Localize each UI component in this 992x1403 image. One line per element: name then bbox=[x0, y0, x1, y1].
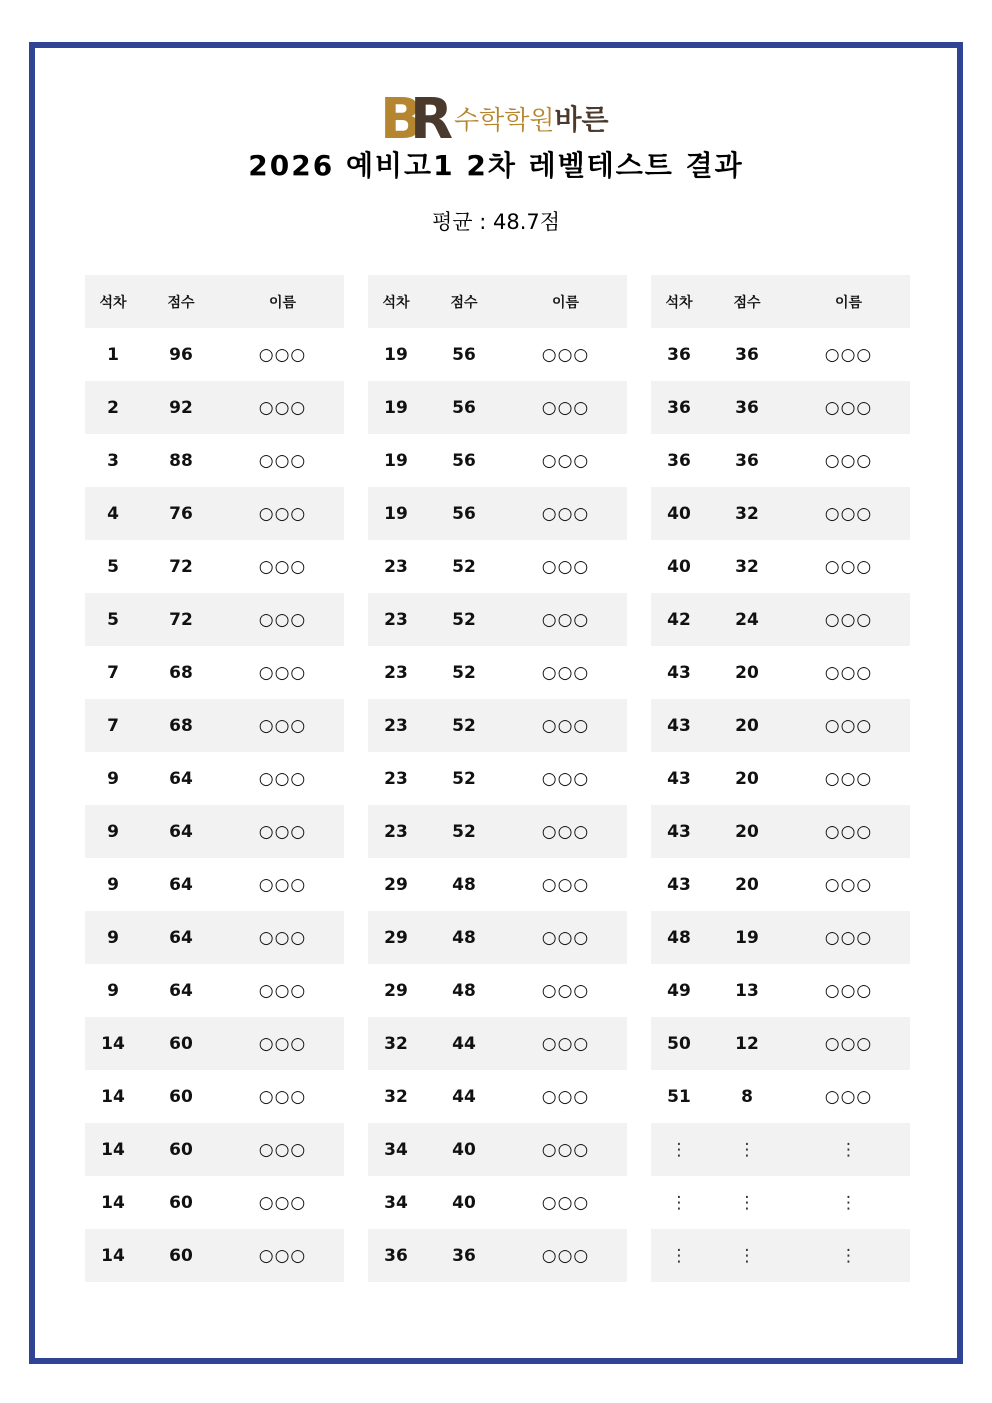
name-cell: ○○○ bbox=[541, 609, 590, 630]
score-cell: 20 bbox=[735, 874, 759, 895]
rank-cell: 9 bbox=[107, 980, 119, 1001]
table-row bbox=[651, 1229, 910, 1282]
name-cell: ○○○ bbox=[824, 927, 873, 948]
name-cell: ○○○ bbox=[824, 344, 873, 365]
rank-cell: 19 bbox=[384, 503, 408, 524]
score-cell: 52 bbox=[452, 556, 476, 577]
score-cell: 36 bbox=[735, 450, 759, 471]
name-cell: ○○○ bbox=[258, 874, 307, 895]
results-column-1 bbox=[85, 275, 344, 1282]
rank-cell: 29 bbox=[384, 874, 408, 895]
score-cell: 92 bbox=[169, 397, 193, 418]
name-cell: ○○○ bbox=[824, 503, 873, 524]
name-cell: ○○○ bbox=[824, 980, 873, 1001]
logo-mark-r: R bbox=[410, 87, 454, 152]
rank-cell: 36 bbox=[667, 344, 691, 365]
score-cell: 52 bbox=[452, 609, 476, 630]
table-row bbox=[651, 1017, 910, 1070]
table-row bbox=[85, 911, 344, 964]
score-cell: 64 bbox=[169, 927, 193, 948]
table-row bbox=[368, 911, 627, 964]
name-cell: ○○○ bbox=[541, 715, 590, 736]
rank-cell: 40 bbox=[667, 556, 691, 577]
name-cell: ○○○ bbox=[824, 450, 873, 471]
rank-cell: 19 bbox=[384, 450, 408, 471]
score-cell: 52 bbox=[452, 715, 476, 736]
rank-cell: 43 bbox=[667, 662, 691, 683]
table-row bbox=[651, 964, 910, 1017]
name-cell: ○○○ bbox=[541, 980, 590, 1001]
name-cell: ○○○ bbox=[258, 715, 307, 736]
rank-cell: 50 bbox=[667, 1033, 691, 1054]
table-row bbox=[85, 1017, 344, 1070]
name-cell: ○○○ bbox=[541, 344, 590, 365]
name-cell: ○○○ bbox=[258, 1139, 307, 1160]
score-cell: ⋮ bbox=[738, 1192, 756, 1213]
table-row bbox=[651, 858, 910, 911]
score-cell: 48 bbox=[452, 980, 476, 1001]
score-cell: 64 bbox=[169, 768, 193, 789]
name-cell: ○○○ bbox=[541, 1139, 590, 1160]
table-row bbox=[651, 911, 910, 964]
header-name: 이름 bbox=[268, 294, 297, 311]
table-row bbox=[368, 1070, 627, 1123]
rank-cell: 34 bbox=[384, 1192, 408, 1213]
rank-cell: 34 bbox=[384, 1139, 408, 1160]
academy-logo bbox=[380, 87, 609, 152]
table-row bbox=[85, 805, 344, 858]
header-rank: 석차 bbox=[382, 294, 410, 311]
score-cell: 72 bbox=[169, 556, 193, 577]
name-cell: ○○○ bbox=[541, 768, 590, 789]
rank-cell: 23 bbox=[384, 556, 408, 577]
rank-cell: 51 bbox=[667, 1086, 691, 1107]
name-cell: ○○○ bbox=[824, 821, 873, 842]
score-cell: 44 bbox=[452, 1033, 476, 1054]
name-cell: ○○○ bbox=[541, 1086, 590, 1107]
score-cell: 68 bbox=[169, 662, 193, 683]
name-cell: ○○○ bbox=[541, 662, 590, 683]
table-header-row bbox=[368, 275, 627, 328]
table-row bbox=[368, 1229, 627, 1282]
table-row bbox=[85, 540, 344, 593]
score-cell: 56 bbox=[452, 397, 476, 418]
score-cell: 20 bbox=[735, 715, 759, 736]
score-cell: 64 bbox=[169, 874, 193, 895]
score-cell: 64 bbox=[169, 980, 193, 1001]
table-row bbox=[85, 752, 344, 805]
rank-cell: 2 bbox=[107, 397, 119, 418]
table-row bbox=[85, 646, 344, 699]
score-cell: 56 bbox=[452, 344, 476, 365]
name-cell: ⋮ bbox=[840, 1192, 857, 1213]
name-cell: ○○○ bbox=[258, 1033, 307, 1054]
table-row bbox=[651, 1176, 910, 1229]
table-row bbox=[85, 1070, 344, 1123]
name-cell: ○○○ bbox=[258, 450, 307, 471]
name-cell: ○○○ bbox=[258, 821, 307, 842]
name-cell: ○○○ bbox=[258, 662, 307, 683]
table-row bbox=[368, 487, 627, 540]
table-row bbox=[368, 646, 627, 699]
score-cell: 60 bbox=[169, 1086, 193, 1107]
name-cell: ⋮ bbox=[840, 1139, 857, 1160]
rank-cell: 9 bbox=[107, 927, 119, 948]
score-cell: 60 bbox=[169, 1245, 193, 1266]
rank-cell: 14 bbox=[101, 1033, 125, 1054]
table-row bbox=[85, 964, 344, 1017]
score-cell: 36 bbox=[735, 344, 759, 365]
name-cell: ○○○ bbox=[258, 556, 307, 577]
score-cell: ⋮ bbox=[738, 1245, 756, 1266]
score-cell: 40 bbox=[452, 1139, 476, 1160]
rank-cell: 9 bbox=[107, 768, 119, 789]
header-rank: 석차 bbox=[99, 294, 127, 311]
table-row bbox=[651, 752, 910, 805]
table-row bbox=[368, 1176, 627, 1229]
br-logo-mark bbox=[380, 87, 454, 152]
score-cell: 32 bbox=[735, 556, 759, 577]
score-cell: 60 bbox=[169, 1033, 193, 1054]
name-cell: ○○○ bbox=[258, 397, 307, 418]
table-row bbox=[651, 487, 910, 540]
score-cell: 72 bbox=[169, 609, 193, 630]
header-name: 이름 bbox=[551, 294, 580, 311]
name-cell: ○○○ bbox=[258, 1245, 307, 1266]
page-title: 2026 예비고1 2차 레벨테스트 결과 bbox=[248, 149, 744, 182]
rank-cell: 29 bbox=[384, 980, 408, 1001]
score-cell: 52 bbox=[452, 662, 476, 683]
rank-cell: 7 bbox=[107, 715, 119, 736]
table-row bbox=[85, 1229, 344, 1282]
score-cell: 20 bbox=[735, 662, 759, 683]
rank-cell: 9 bbox=[107, 821, 119, 842]
results-column-2 bbox=[368, 275, 627, 1282]
table-row bbox=[85, 699, 344, 752]
rank-cell: 42 bbox=[667, 609, 691, 630]
table-row bbox=[85, 328, 344, 381]
rank-cell: 3 bbox=[107, 450, 119, 471]
name-cell: ○○○ bbox=[541, 1245, 590, 1266]
rank-cell: 23 bbox=[384, 662, 408, 683]
rank-cell: 23 bbox=[384, 609, 408, 630]
name-cell: ⋮ bbox=[840, 1245, 857, 1266]
rank-cell: 19 bbox=[384, 344, 408, 365]
rank-cell: 43 bbox=[667, 874, 691, 895]
name-cell: ○○○ bbox=[258, 980, 307, 1001]
average-score: 평균 : 48.7점 bbox=[431, 210, 561, 234]
table-row bbox=[651, 328, 910, 381]
table-row bbox=[651, 434, 910, 487]
results-table bbox=[368, 275, 627, 1282]
name-cell: ○○○ bbox=[824, 1086, 873, 1107]
score-cell: 76 bbox=[169, 503, 193, 524]
table-row bbox=[651, 646, 910, 699]
rank-cell: 5 bbox=[107, 609, 119, 630]
table-row bbox=[368, 964, 627, 1017]
name-cell: ○○○ bbox=[541, 503, 590, 524]
rank-cell: 14 bbox=[101, 1139, 125, 1160]
table-row bbox=[651, 593, 910, 646]
score-cell: 56 bbox=[452, 503, 476, 524]
name-cell: ○○○ bbox=[824, 662, 873, 683]
score-cell: 48 bbox=[452, 874, 476, 895]
score-cell: 52 bbox=[452, 768, 476, 789]
name-cell: ○○○ bbox=[541, 1192, 590, 1213]
header-score: 점수 bbox=[450, 294, 478, 311]
results-table bbox=[85, 275, 344, 1282]
table-header-row bbox=[85, 275, 344, 328]
rank-cell: 14 bbox=[101, 1086, 125, 1107]
rank-cell: 36 bbox=[384, 1245, 408, 1266]
logo-text-prefix: 수학학원 bbox=[454, 105, 555, 136]
table-row bbox=[85, 381, 344, 434]
table-row bbox=[368, 805, 627, 858]
rank-cell: 9 bbox=[107, 874, 119, 895]
score-cell: 8 bbox=[741, 1086, 753, 1107]
score-cell: 52 bbox=[452, 821, 476, 842]
name-cell: ○○○ bbox=[541, 874, 590, 895]
table-row bbox=[651, 699, 910, 752]
logo-text-brand: 바른 bbox=[554, 102, 609, 136]
score-cell: 13 bbox=[735, 980, 759, 1001]
table-row bbox=[85, 858, 344, 911]
table-row bbox=[651, 1123, 910, 1176]
name-cell: ○○○ bbox=[824, 715, 873, 736]
rank-cell: 36 bbox=[667, 397, 691, 418]
table-row bbox=[368, 434, 627, 487]
rank-cell: 49 bbox=[667, 980, 691, 1001]
header-name: 이름 bbox=[834, 294, 863, 311]
name-cell: ○○○ bbox=[541, 1033, 590, 1054]
score-cell: 60 bbox=[169, 1139, 193, 1160]
name-cell: ○○○ bbox=[258, 927, 307, 948]
table-row bbox=[85, 593, 344, 646]
table-row bbox=[368, 699, 627, 752]
results-table bbox=[651, 275, 910, 1282]
score-cell: 24 bbox=[735, 609, 759, 630]
table-row bbox=[368, 381, 627, 434]
rank-cell: 43 bbox=[667, 768, 691, 789]
table-row bbox=[651, 805, 910, 858]
rank-cell: 23 bbox=[384, 821, 408, 842]
name-cell: ○○○ bbox=[541, 397, 590, 418]
score-cell: 40 bbox=[452, 1192, 476, 1213]
score-cell: 96 bbox=[169, 344, 193, 365]
rank-cell: ⋮ bbox=[670, 1139, 688, 1160]
table-row bbox=[651, 1070, 910, 1123]
rank-cell: 4 bbox=[107, 503, 119, 524]
score-cell: 48 bbox=[452, 927, 476, 948]
rank-cell: 36 bbox=[667, 450, 691, 471]
score-cell: 60 bbox=[169, 1192, 193, 1213]
rank-cell: 14 bbox=[101, 1245, 125, 1266]
score-cell: 20 bbox=[735, 768, 759, 789]
name-cell: ○○○ bbox=[541, 556, 590, 577]
rank-cell: ⋮ bbox=[670, 1245, 688, 1266]
rank-cell: 23 bbox=[384, 768, 408, 789]
name-cell: ○○○ bbox=[541, 450, 590, 471]
rank-cell: ⋮ bbox=[670, 1192, 688, 1213]
rank-cell: 19 bbox=[384, 397, 408, 418]
name-cell: ○○○ bbox=[541, 927, 590, 948]
rank-cell: 32 bbox=[384, 1086, 408, 1107]
table-row bbox=[85, 487, 344, 540]
table-header-row bbox=[651, 275, 910, 328]
table-row bbox=[368, 1123, 627, 1176]
rank-cell: 5 bbox=[107, 556, 119, 577]
name-cell: ○○○ bbox=[824, 874, 873, 895]
table-row bbox=[651, 381, 910, 434]
score-cell: 19 bbox=[735, 927, 759, 948]
name-cell: ○○○ bbox=[258, 503, 307, 524]
table-row bbox=[368, 858, 627, 911]
table-row bbox=[85, 1123, 344, 1176]
logo-mark-b: B bbox=[380, 87, 417, 152]
name-cell: ○○○ bbox=[258, 344, 307, 365]
rank-cell: 48 bbox=[667, 927, 691, 948]
rank-cell: 43 bbox=[667, 821, 691, 842]
name-cell: ○○○ bbox=[258, 1192, 307, 1213]
rank-cell: 29 bbox=[384, 927, 408, 948]
score-cell: 20 bbox=[735, 821, 759, 842]
score-cell: 36 bbox=[735, 397, 759, 418]
score-cell: 56 bbox=[452, 450, 476, 471]
score-cell: 36 bbox=[452, 1245, 476, 1266]
name-cell: ○○○ bbox=[824, 397, 873, 418]
table-row bbox=[85, 1176, 344, 1229]
rank-cell: 40 bbox=[667, 503, 691, 524]
name-cell: ○○○ bbox=[824, 609, 873, 630]
results-tables bbox=[85, 275, 911, 1281]
rank-cell: 14 bbox=[101, 1192, 125, 1213]
table-row bbox=[368, 540, 627, 593]
header-score: 점수 bbox=[733, 294, 761, 311]
rank-cell: 43 bbox=[667, 715, 691, 736]
rank-cell: 1 bbox=[107, 344, 119, 365]
name-cell: ○○○ bbox=[258, 1086, 307, 1107]
score-cell: ⋮ bbox=[738, 1139, 756, 1160]
table-row bbox=[368, 593, 627, 646]
results-column-3 bbox=[651, 275, 910, 1282]
header-score: 점수 bbox=[167, 294, 195, 311]
name-cell: ○○○ bbox=[824, 556, 873, 577]
name-cell: ○○○ bbox=[258, 609, 307, 630]
table-row bbox=[368, 328, 627, 381]
name-cell: ○○○ bbox=[258, 768, 307, 789]
rank-cell: 23 bbox=[384, 715, 408, 736]
name-cell: ○○○ bbox=[824, 768, 873, 789]
table-row bbox=[368, 1017, 627, 1070]
table-row bbox=[368, 752, 627, 805]
score-cell: 68 bbox=[169, 715, 193, 736]
logo-text bbox=[454, 94, 609, 147]
header-rank: 석차 bbox=[665, 294, 693, 311]
name-cell: ○○○ bbox=[541, 821, 590, 842]
score-cell: 32 bbox=[735, 503, 759, 524]
rank-cell: 32 bbox=[384, 1033, 408, 1054]
rank-cell: 7 bbox=[107, 662, 119, 683]
name-cell: ○○○ bbox=[824, 1033, 873, 1054]
table-row bbox=[85, 434, 344, 487]
score-cell: 44 bbox=[452, 1086, 476, 1107]
score-cell: 12 bbox=[735, 1033, 759, 1054]
table-row bbox=[651, 540, 910, 593]
score-cell: 64 bbox=[169, 821, 193, 842]
score-cell: 88 bbox=[169, 450, 193, 471]
